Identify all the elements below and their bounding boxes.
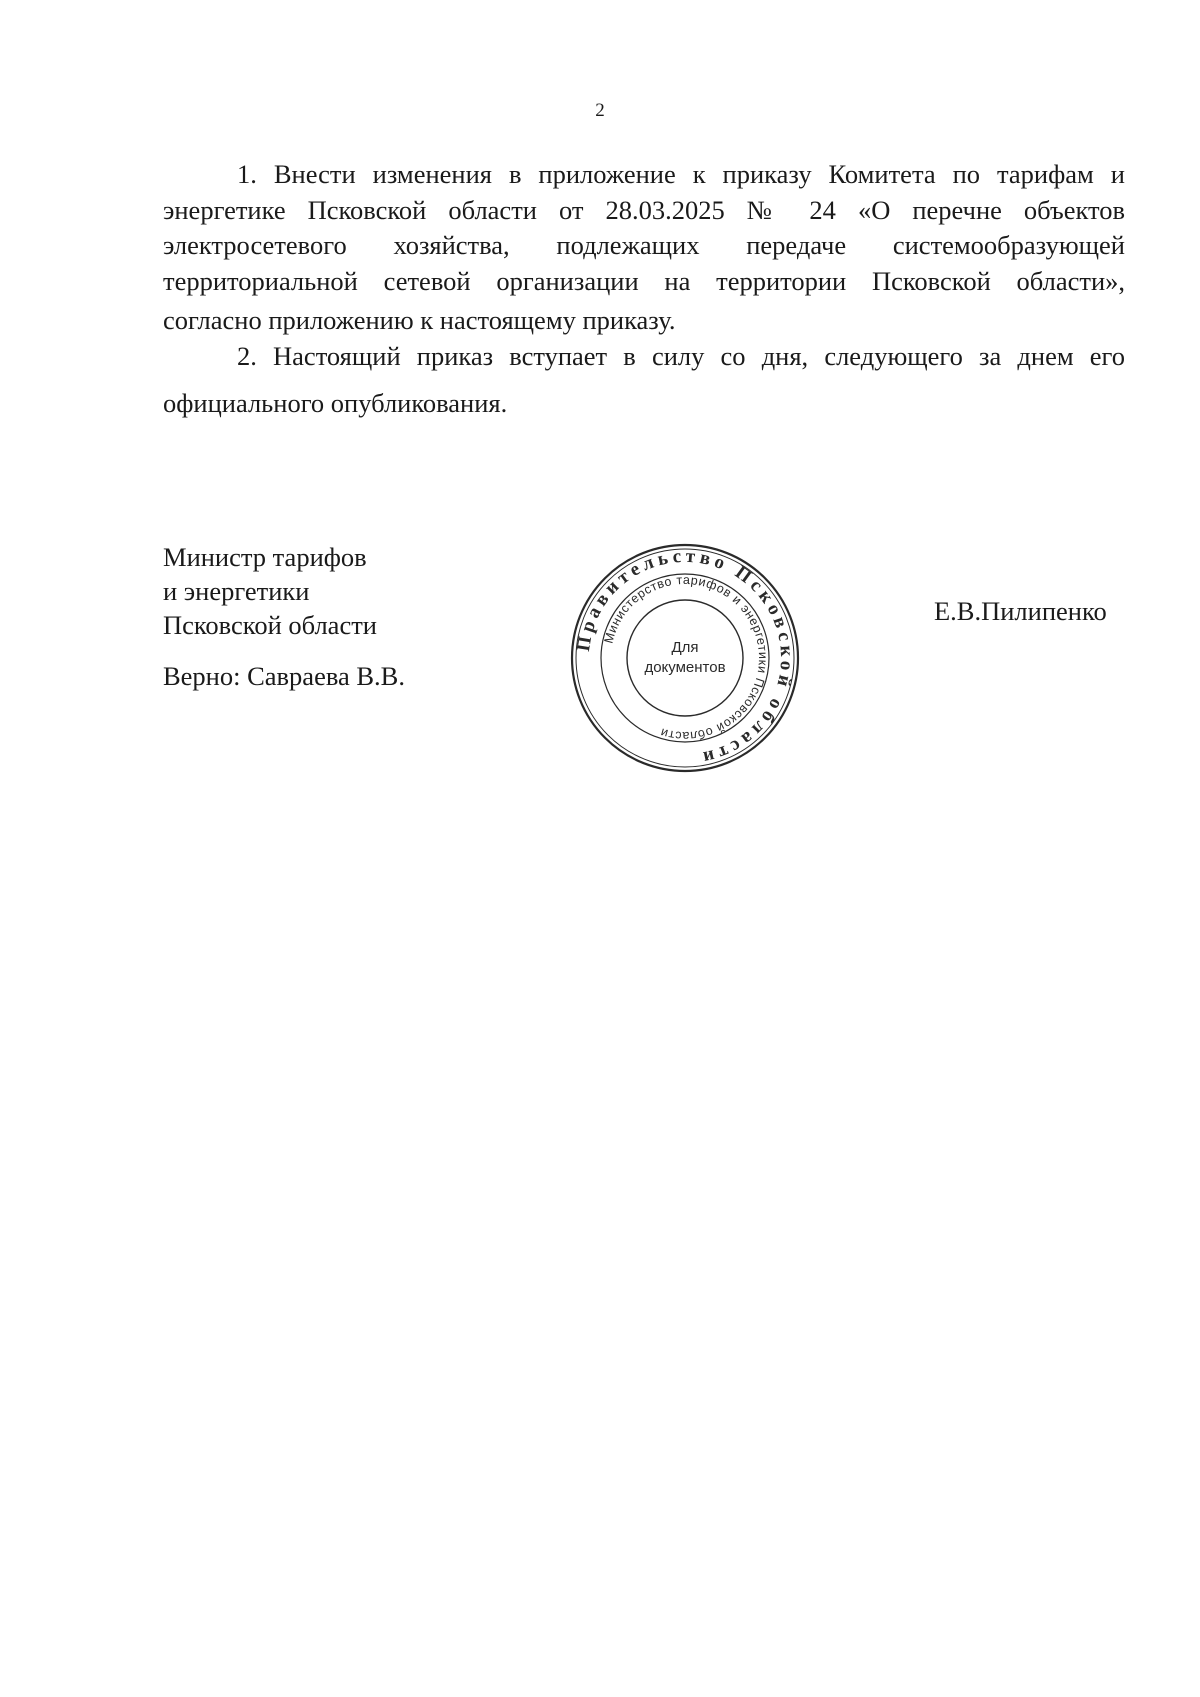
verified-by: Верно: Савраева В.В. [163, 661, 405, 691]
seal-graphic [567, 540, 803, 776]
position-line-1: Министр тарифов [163, 542, 367, 572]
paragraph-1-text: 1. Внести изменения в приложение к приказу Комитета по тарифам и энергетике Псковской области от 28.03.2025 № 24 «О перечне объектов электросетевого хозяйства, подлежащих передаче системообразующей территориальной сетевой организации на территории Псковской области», [163, 159, 1125, 296]
seal-center-line-1: Для [671, 639, 699, 656]
page-number: 2 [595, 100, 605, 121]
seal-inner-text: Министерство тарифов и энергетики Псковской области [601, 572, 771, 744]
paragraph-1-tail: согласно приложению к настоящему приказу. [163, 305, 676, 335]
paragraph-2 [163, 339, 1125, 422]
seal-center-line-2: документов [644, 659, 726, 676]
position-line-2: и энергетики [163, 576, 310, 606]
paragraph-1 [163, 157, 1125, 339]
seal-inner-ring [627, 600, 743, 716]
official-seal [567, 540, 803, 776]
paragraph-2-tail: официального опубликования. [163, 388, 508, 418]
signer-position [163, 540, 377, 642]
position-line-3: Псковской области [163, 610, 377, 640]
signer-name: Е.В.Пилипенко [934, 596, 1107, 626]
document-body [163, 157, 1125, 422]
seal-outer-text: Правительство Псковской области [572, 545, 798, 769]
paragraph-2-text: 2. Настоящий приказ вступает в силу со дня, следующего за днем его [237, 340, 1125, 371]
